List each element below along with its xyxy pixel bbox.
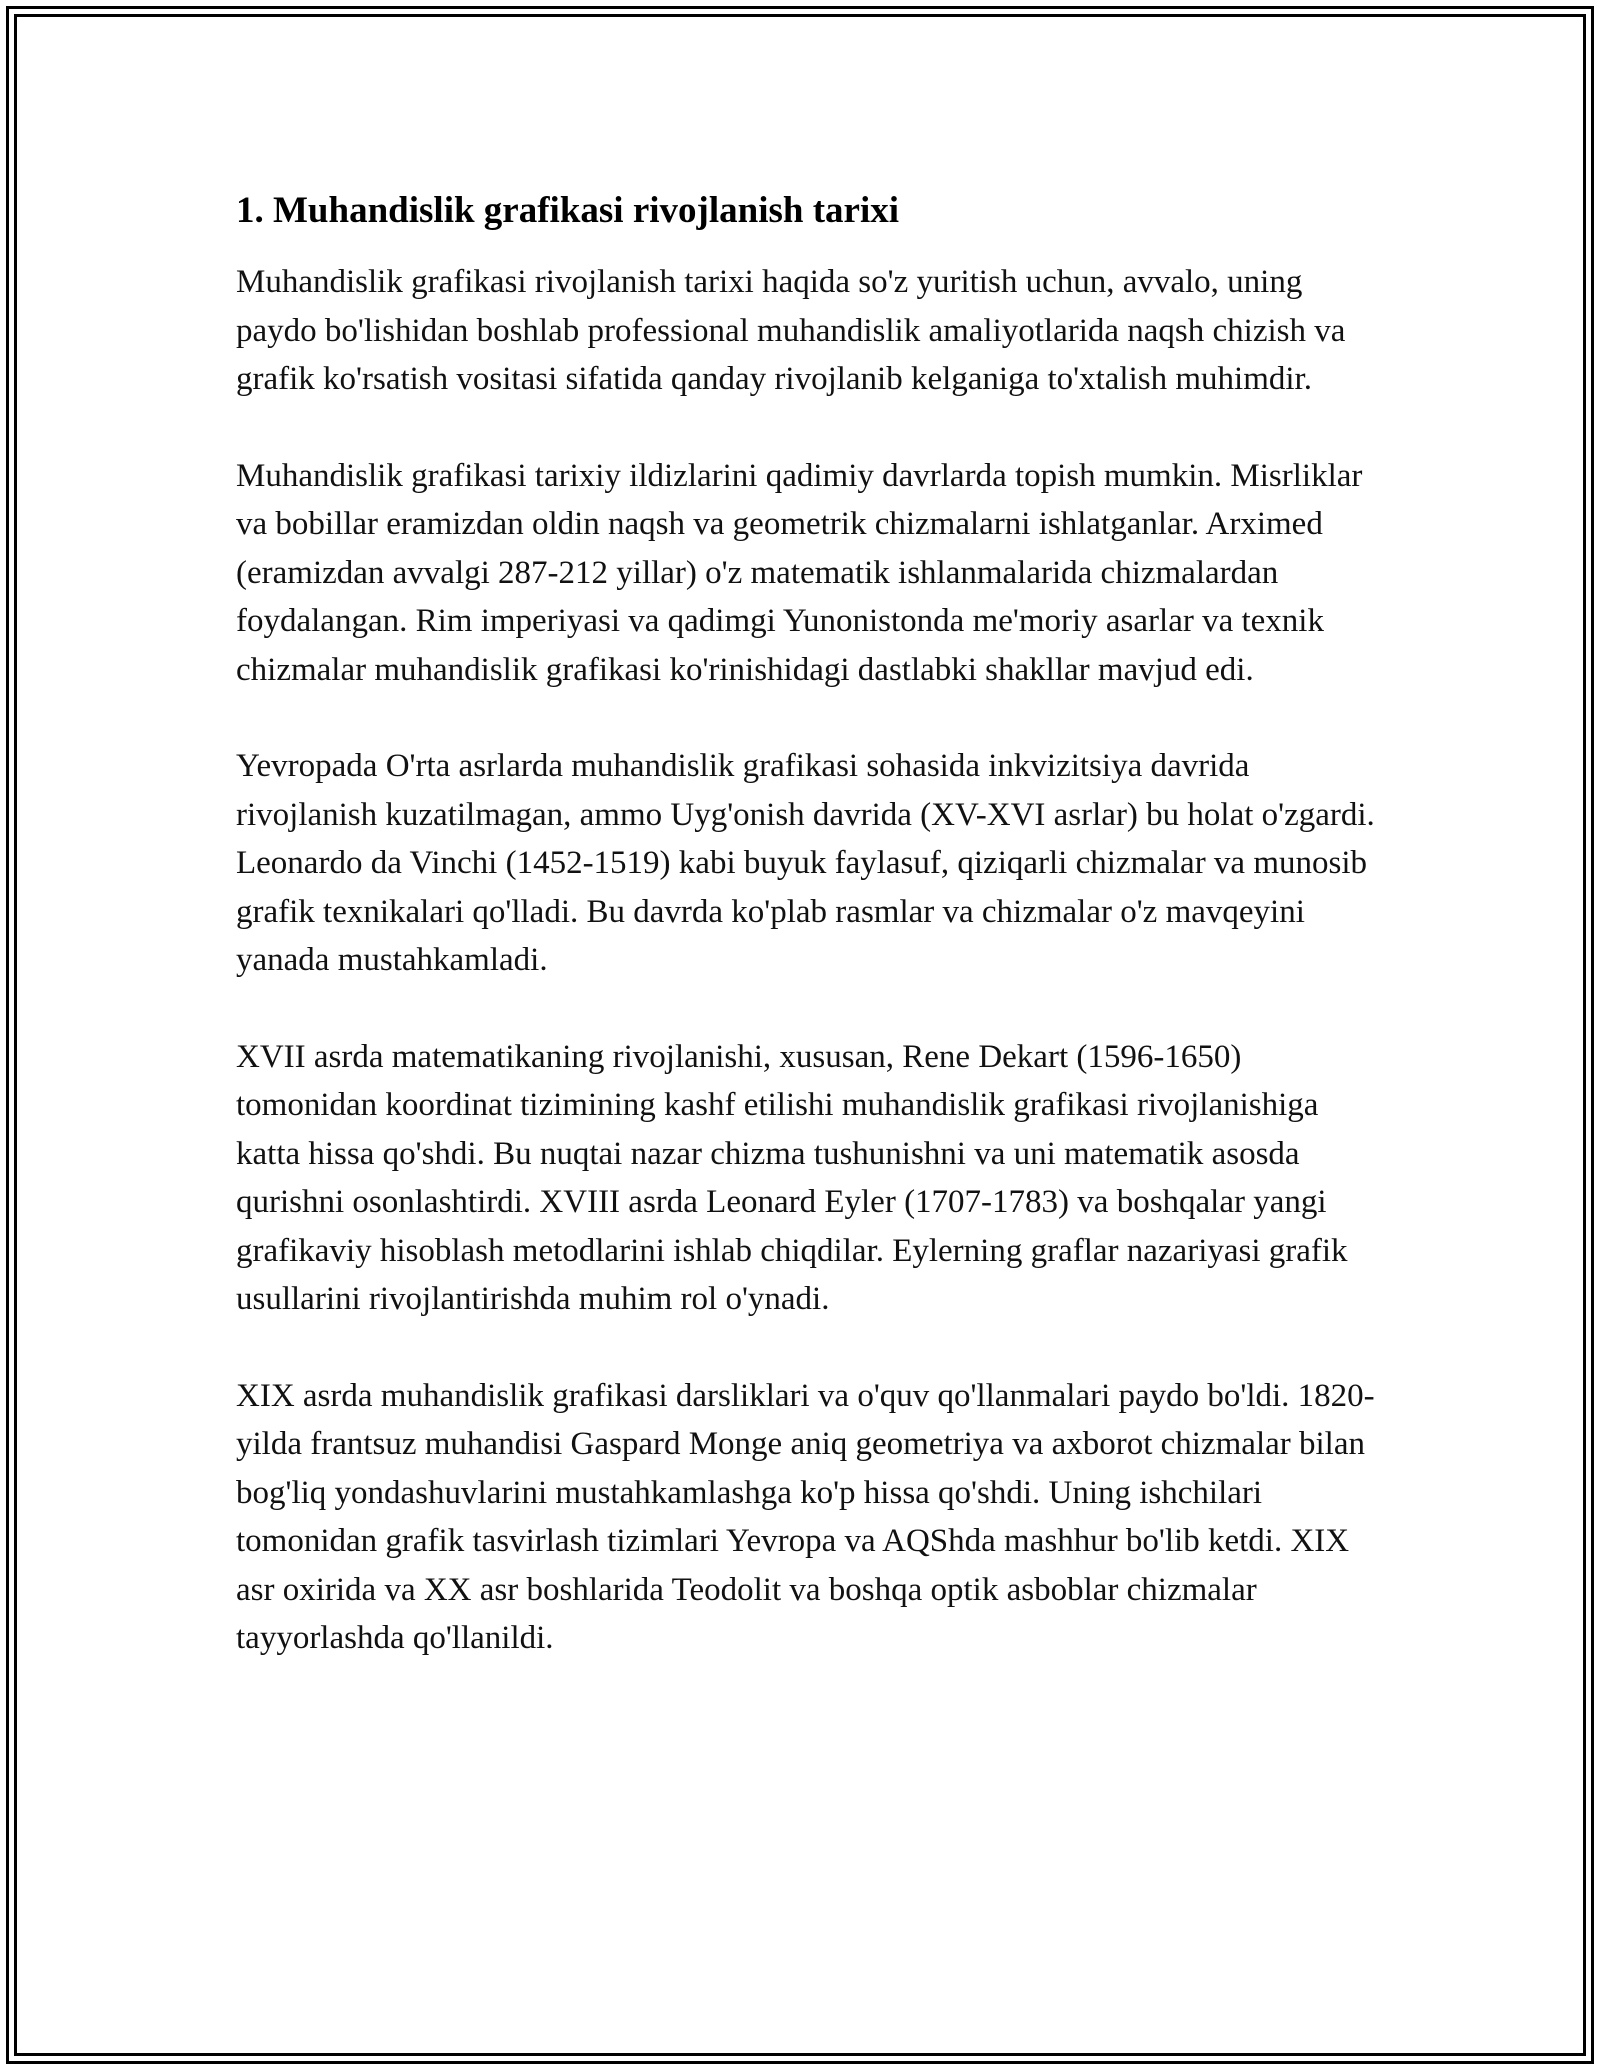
paragraph-19th-century: XIX asrda muhandislik grafikasi darsliklari va o'quv qo'llanmalari paydo bo'ldi. 1820-yilda frantsuz muhandisi Gaspard Monge aniq geometriya va axborot chizmalar bilan bog'liq yondashuvlarini mustahkamlashga ko'p hissa qo'shdi. Uning ishchilari tomonidan grafik tasvirlash tizimlari Yevropa va AQShda mashhur bo'lib ketdi. XIX asr oxirida va XX asr boshlarida Teodolit va boshqa optik asboblar chizmalar tayyorlashda qo'llanildi. — [236, 1377, 1375, 1656]
document-body — [236, 184, 1376, 1711]
paragraph-intro: Muhandislik grafikasi rivojlanish tarixi haqida so'z yuritish uchun, avvalo, uning paydo bo'lishidan boshlab professional muhandislik amaliyotlarida naqsh chizish va grafik ko'rsatish vositasi sifatida qanday rivojlanib kelganiga to'xtalish muhimdir. — [236, 264, 1346, 397]
section-heading: 1. Muhandislik grafikasi rivojlanish tarixi — [236, 190, 900, 231]
paragraph-ancient-roots: Muhandislik grafikasi tarixiy ildizlarini qadimiy davrlarda topish mumkin. Misrliklar va bobillar eramizdan oldin naqsh va geometrik chizmalarni ishlatganlar. Arximed (eramizdan avvalgi 287-212 yillar) o'z matematik ishlanmalarida chizmalardan foydalangan. Rim imperiyasi va qadimgi Yunonistonda me'moriy asarlar va texnik chizmalar muhandislik grafikasi ko'rinishidagi dastlabki shakllar mavjud edi. — [236, 457, 1363, 688]
paragraph-middle-ages: Yevropada O'rta asrlarda muhandislik grafikasi sohasida inkvizitsiya davrida rivojlanish kuzatilmagan, ammo Uyg'onish davrida (XV-XVI asrlar) bu holat o'zgardi. Leonardo da Vinchi (1452-1519) kabi buyuk faylasuf, qiziqarli chizmalar va munosib grafik texnikalari qo'lladi. Bu davrda ko'plab rasmlar va chizmalar o'z mavqeyini yanada mustahkamladi. — [236, 748, 1375, 978]
paragraph-17th-18th-century: XVII asrda matematikaning rivojlanishi, xususan, Rene Dekart (1596-1650) tomonidan koordinat tizimining kashf etilishi muhandislik grafikasi rivojlanishiga katta hissa qo'shdi. Bu nuqtai nazar chizma tushunishni va uni matematik asosda qurishni osonlashtirdi. XVIII asrda Leonard Eyler (1707-1783) va boshqalar yangi grafikaviy hisoblash metodlarini ishlab chiqdilar. Eylerning graflar nazariyasi grafik usullarini rivojlantirishda muhim rol o'ynadi. — [236, 1038, 1348, 1317]
